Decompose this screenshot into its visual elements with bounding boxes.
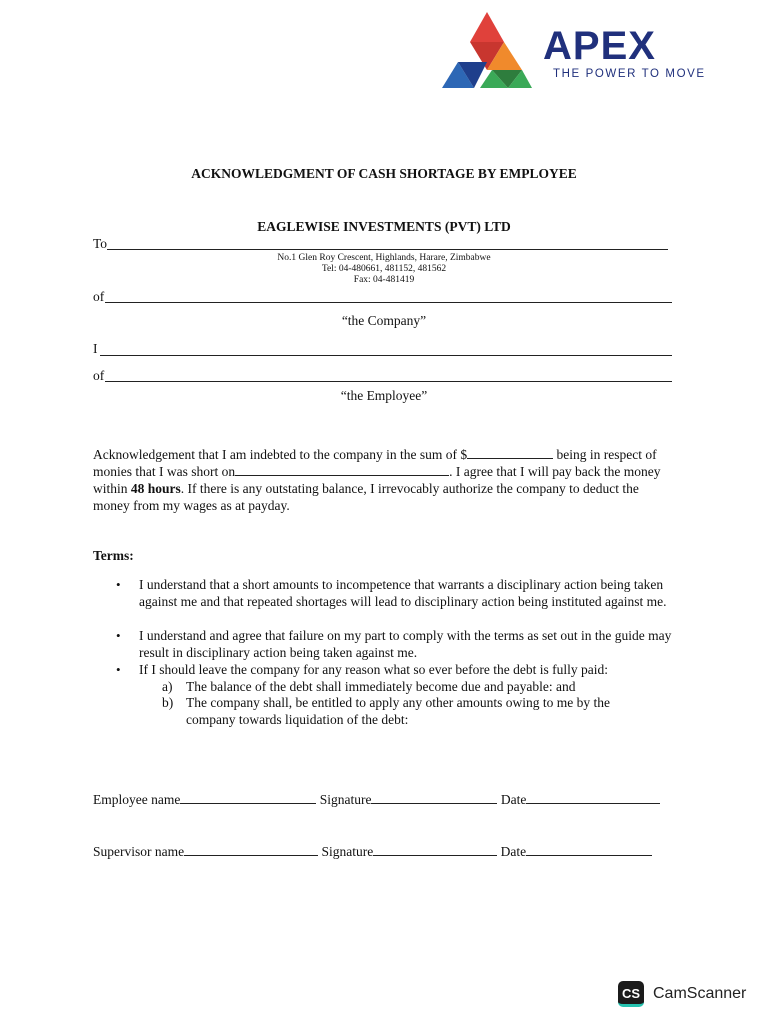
supervisor-signature-label: Signature bbox=[321, 844, 374, 859]
supervisor-name-label: Supervisor name bbox=[93, 844, 185, 859]
document-title: ACKNOWLEDGMENT OF CASH SHORTAGE BY EMPLOYEE bbox=[191, 166, 577, 181]
employee-name-line[interactable] bbox=[100, 355, 672, 356]
apex-wordmark: APEX bbox=[543, 24, 656, 68]
supervisor-name-blank[interactable] bbox=[184, 842, 318, 856]
bullet-marker: • bbox=[116, 662, 121, 677]
paragraph-text-3: . I agree that I will pay back the money within bbox=[93, 464, 661, 496]
company-address: No.1 Glen Roy Crescent, Highlands, Harare, Zimbabwe bbox=[277, 253, 491, 263]
employee-date-blank[interactable] bbox=[526, 790, 660, 804]
employee-of-line[interactable] bbox=[105, 381, 672, 382]
camscanner-text: CamScanner bbox=[653, 985, 747, 1002]
employee-signature-blank[interactable] bbox=[371, 790, 497, 804]
bullet-marker: • bbox=[116, 628, 121, 643]
camscanner-logo-icon: CS bbox=[618, 981, 644, 1007]
sub-item-b-marker: b) bbox=[162, 695, 174, 710]
employee-signature-row bbox=[93, 790, 660, 808]
supervisor-signature-row bbox=[93, 842, 652, 860]
supervisor-signature-blank[interactable] bbox=[373, 842, 497, 856]
of-label-company: of bbox=[93, 289, 105, 304]
paragraph-bold-hours: 48 hours bbox=[130, 481, 181, 496]
short-date-blank[interactable] bbox=[235, 463, 449, 476]
supervisor-date-label: Date bbox=[500, 844, 527, 859]
employee-name-blank[interactable] bbox=[180, 790, 316, 804]
employee-caption: “the Employee” bbox=[340, 388, 428, 403]
bullet-marker: • bbox=[116, 577, 121, 592]
paragraph-text-1: Acknowledgement that I am indebted to the company in the sum of $ bbox=[93, 447, 468, 462]
company-caption: “the Company” bbox=[341, 313, 427, 328]
terms-bullet-1: I understand that a short amounts to incompetence that warrants a disciplinary action being taken against me and that repeated shortages will lead to disciplinary action being instituted against me. bbox=[139, 577, 667, 609]
company-fax: Fax: 04-481419 bbox=[353, 275, 415, 285]
company-tel: Tel: 04-480661, 481152, 481562 bbox=[321, 264, 447, 274]
terms-label: Terms: bbox=[93, 548, 134, 563]
of-label-employee: of bbox=[93, 368, 105, 383]
amount-blank[interactable] bbox=[467, 446, 553, 459]
company-of-line[interactable] bbox=[105, 302, 672, 303]
sub-item-b-text: The company shall, be entitled to apply any other amounts owing to me by the company towards liquidation of the debt: bbox=[186, 695, 611, 727]
sub-item-a-marker: a) bbox=[162, 679, 173, 694]
employee-date-label: Date bbox=[500, 792, 527, 807]
employee-name-label: Employee name bbox=[93, 792, 181, 807]
i-label: I bbox=[93, 341, 98, 356]
apex-tagline: THE POWER TO MOVE bbox=[553, 68, 706, 80]
sub-item-a-text: The balance of the debt shall immediately become due and payable: and bbox=[186, 679, 576, 694]
apex-logo-mark bbox=[440, 10, 534, 90]
paragraph-text-4: . If there is any outstating balance, I irrevocably authorize the company to deduct the money from my wages as at payday. bbox=[93, 481, 639, 513]
employee-signature-label: Signature bbox=[319, 792, 372, 807]
supervisor-date-blank[interactable] bbox=[526, 842, 652, 856]
acknowledgement-paragraph bbox=[93, 446, 673, 514]
terms-bullet-3: If I should leave the company for any reason what so ever before the debt is fully paid: bbox=[139, 662, 608, 677]
to-label: To bbox=[93, 236, 108, 251]
to-line[interactable] bbox=[107, 249, 668, 250]
paragraph-text-2: being in respect of monies that I was short on bbox=[93, 447, 657, 479]
company-name: EAGLEWISE INVESTMENTS (PVT) LTD bbox=[257, 219, 511, 234]
terms-bullet-2: I understand and agree that failure on my part to comply with the terms as set out in the guide may result in disciplinary action being taken against me. bbox=[139, 628, 672, 660]
